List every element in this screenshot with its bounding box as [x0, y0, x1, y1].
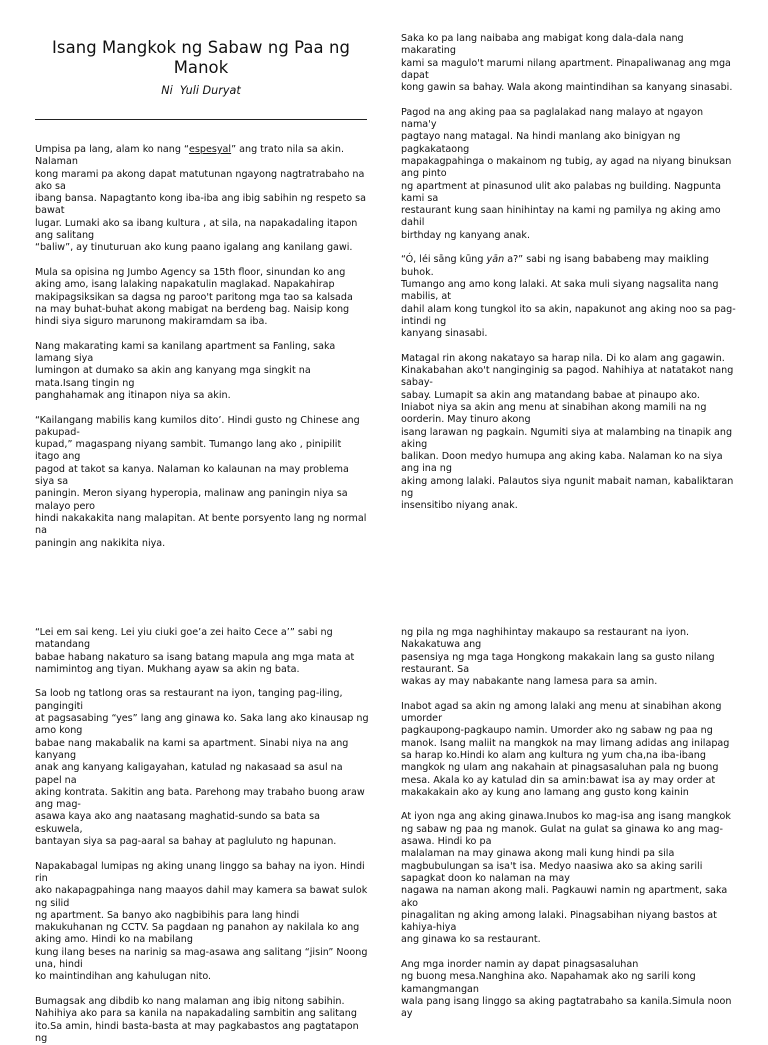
paragraph: “Lei em sai keng. Lei yiu ciuki goe’a zei haito Cece a’” sabi ng matandang babae habang nakaturo sa isang batang mapula ang mga mata at namimintog ang tiyan. Mukhang ayaw sa akin ng bata.	[35, 627, 355, 675]
title-divider	[35, 119, 367, 120]
paragraph: Saka ko pa lang naibaba ang mabigat kong dala-dala nang makarating kami sa magulo't marumi nilang apartment. Pinapaliwanag ang mga dapat kong gawin sa bahay. Wala akong maintindihan sa kanyang sinasabi.	[401, 33, 733, 94]
paragraph: Mula sa opisina ng Jumbo Agency sa 15th floor, sinundan ko ang aking amo, isang lalaking napakatulin maglakad. Napakahirap makipagsiksikan sa dagsa ng paroo't paritong mga tao sa kalsada na may buhat-buhat akong mabigat na berdeng bag. Naisip kong hindi siya siguro marunong makiramdam sa iba.	[35, 266, 353, 328]
paragraph	[35, 144, 367, 255]
paragraph: Ang mga inorder namin ay dapat pinagsasaluhan ng buong mesa.Nanghina ako. Napahamak ako ng sarili kong kamangmangan wala pang isang linggo sa aking pagtatrabaho sa kanila.Simula noon ay	[401, 959, 732, 1020]
paragraph: “Kailangang mabilis kang kumilos dito’. Hindi gusto ng Chinese ang pakupad- kupad,” magaspang niyang sambit. Tumango lang ako , pinipilit itago ang pagod at takot sa kanya. Nalaman ko kalaunan na may problema siya sa paningin. Meron siyang hyperopia, malinaw ang paningin niya sa malayo pero hindi nakakakita nang malapitan. At bente porsyento lang ng normal na paningin ang nakikita niya.	[35, 414, 367, 549]
author-byline: Ni Yuli Duryat	[161, 84, 241, 97]
paragraph	[401, 254, 736, 340]
paragraph: ng pila ng mga naghihintay makaupo sa restaurant na iyon. Nakakatuwa ang pasensiya ng mga taga Hongkong makakain lang sa gusto nilang restaurant. Sa wakas ay may nabakante nang lamesa para sa amin.	[401, 627, 715, 688]
column-bottom-right	[401, 627, 736, 1021]
paragraph: Matagal rin akong nakatayo sa harap nila. Di ko alam ang gagawin. Kinakabahan ako't nanginginig sa pagod. Nahihiya at natatakot nang sabay- sabay. Lumapit sa akin ang matandang babae at pinaupo ako. Iniabot niya sa akin ang menu at sinabihan akong mamili na ng oorderin. May tinuro akong isang larawan ng pagkain. Ngumiti siya at malambing na tinapik ang aking balikan. Doon medyo humupa ang aking kaba. Nalaman ko na siya ang ina ng aking among lalaki. Palautos siya ngunit mabait naman, kabaliktaran ng insensitibo niyang anak.	[401, 352, 734, 512]
column-top-right	[401, 33, 736, 513]
paragraph-text: Umpisa pa lang, alam ko nang “	[35, 144, 189, 155]
paragraph: Inabot agad sa akin ng among lalaki ang menu at sinabihan akong umorder pagkaupong-pagkaupo namin. Umorder ako ng sabaw ng paa ng manok. Isang maliit na mangkok na may limang adidas ang inilapag sa harap ko.Hindi ko alam ang kultura ng yum cha,na iba-ibang mangkok ng ulam ang nakahain at pinagsasaluhan pala ng buong mesa. Akala ko ay katulad din sa amin:bawat isa ay may order at makakakain ako ay kung ano lamang ang gusto kong kainin	[401, 700, 730, 798]
column-bottom-left	[35, 627, 369, 1045]
paragraph-text: “Ó, léi sāng kūng	[401, 254, 487, 266]
paragraph: At iyon nga ang aking ginawa.Inubos ko mag-isa ang isang mangkok ng sabaw ng paa ng manok. Gulat na gulat sa ginawa ko ang mag-asawa. Hindi ko pa malalaman na may ginawa akong mali kung hindi pa sila magbubulungan sa isa't isa. Medyo naasiwa ako sa aking sarili sapagkat doon ko nalaman na may nagawa na naman akong mali. Pagkauwi namin ng apartment, saka ako pinagalitan ng aking among lalaki. Pinagsabihan niyang bastos at kahiya-hiya ang ginawa ko sa restaurant.	[401, 811, 731, 946]
column-top-left	[35, 30, 367, 550]
paragraph: Pagod na ang aking paa sa paglalakad nang malayo at ngayon nama'y pagtayo nang matagal. Na hindi manlang ako binigyan ng pagkakataong mapakagpahinga o makainom ng tubig, ay agad na niyang binuksan ang pinto ng apartment at pinasunod ulit ako palabas ng building. Nagpunta kami sa restaurant kung saan hinihintay na kami ng pamilya ng aking amo dahil birthday ng kanyang anak.	[401, 106, 732, 241]
paragraph: Sa loob ng tatlong oras sa restaurant na iyon, tanging pag-iling, pangingiti at pagsasabing “yes” lang ang ginawa ko. Saka lang ako kinausap ng amo kong babae nang makabalik na kami sa apartment. Sinabi niya na ang kanyang anak ang kanyang kaligayahan, katulad ng nakasaad sa asul na papel na aking kontrata. Sakitin ang bata. Parehong may trabaho buong araw ang mag- asawa kaya ako ang naatasang maghatid-sundo sa bata sa eskuwela, bantayan siya sa pag-aaral sa bahay at pagluluto ng hapunan.	[35, 688, 369, 848]
italic-word: yān	[486, 254, 505, 266]
underlined-word: espesyal	[188, 144, 232, 155]
paragraph: Napakabagal lumipas ng aking unang linggo sa bahay na iyon. Hindi rin ako nakapagpahinga nang maayos dahil may kamera sa bawat sulok ng silid ng apartment. Sa banyo ako nagbibihis para lang hindi makukuhanan ng CCTV. Sa pagdaan ng panahon ay nakilala ko ang aking amo. Hindi ko na mabilang kung ilang beses na narinig sa mag-asawa ang salitang “jisin” Noong una, hindi ko maintindihan ang kahulugan nito.	[35, 860, 368, 983]
paragraph-text: a?” sabi ng isang bababeng may maikling buhok. Tumango ang amo kong lalaki. At saka muli siyang nagsalita nang mabilis, at dahil alam kong tungkol ito sa akin, napakunot ang aking noo sa pag-intindi ng kanyang sinasabi.	[401, 254, 736, 340]
paragraph: Nang makarating kami sa kanilang apartment sa Fanling, saka lamang siya lumingon at dumako sa akin ang kanyang mga singkit na mata.Isang tingin ng panghahamak ang itinapon niya sa akin.	[35, 340, 336, 401]
paragraph: Bumagsak ang dibdib ko nang malaman ang ibig nitong sabihin. Nahihiya ako para sa kanila na napakadaling sambitin ang salitang ito.Sa amin, hindi basta-basta at may pagkabastos ang pagtatapon ng	[35, 995, 359, 1044]
story-title: Isang Mangkok ng Sabaw ng Paa ng Manok	[52, 38, 350, 77]
paragraph-text: ” ang trato nila sa akin. Nalaman kong marami pa akong dapat matutunan ngayong nagtratrabaho na ako sa ibang bansa. Napagtanto kong iba-iba ang ibig sabihin ng respeto sa bawat lugar. Lumaki ako sa ibang kultura , at sila, na napakadaling itapon ang salitang “baliw”, ay tinuturuan ako kung paano igalang ang kanilang gawi.	[35, 144, 367, 254]
